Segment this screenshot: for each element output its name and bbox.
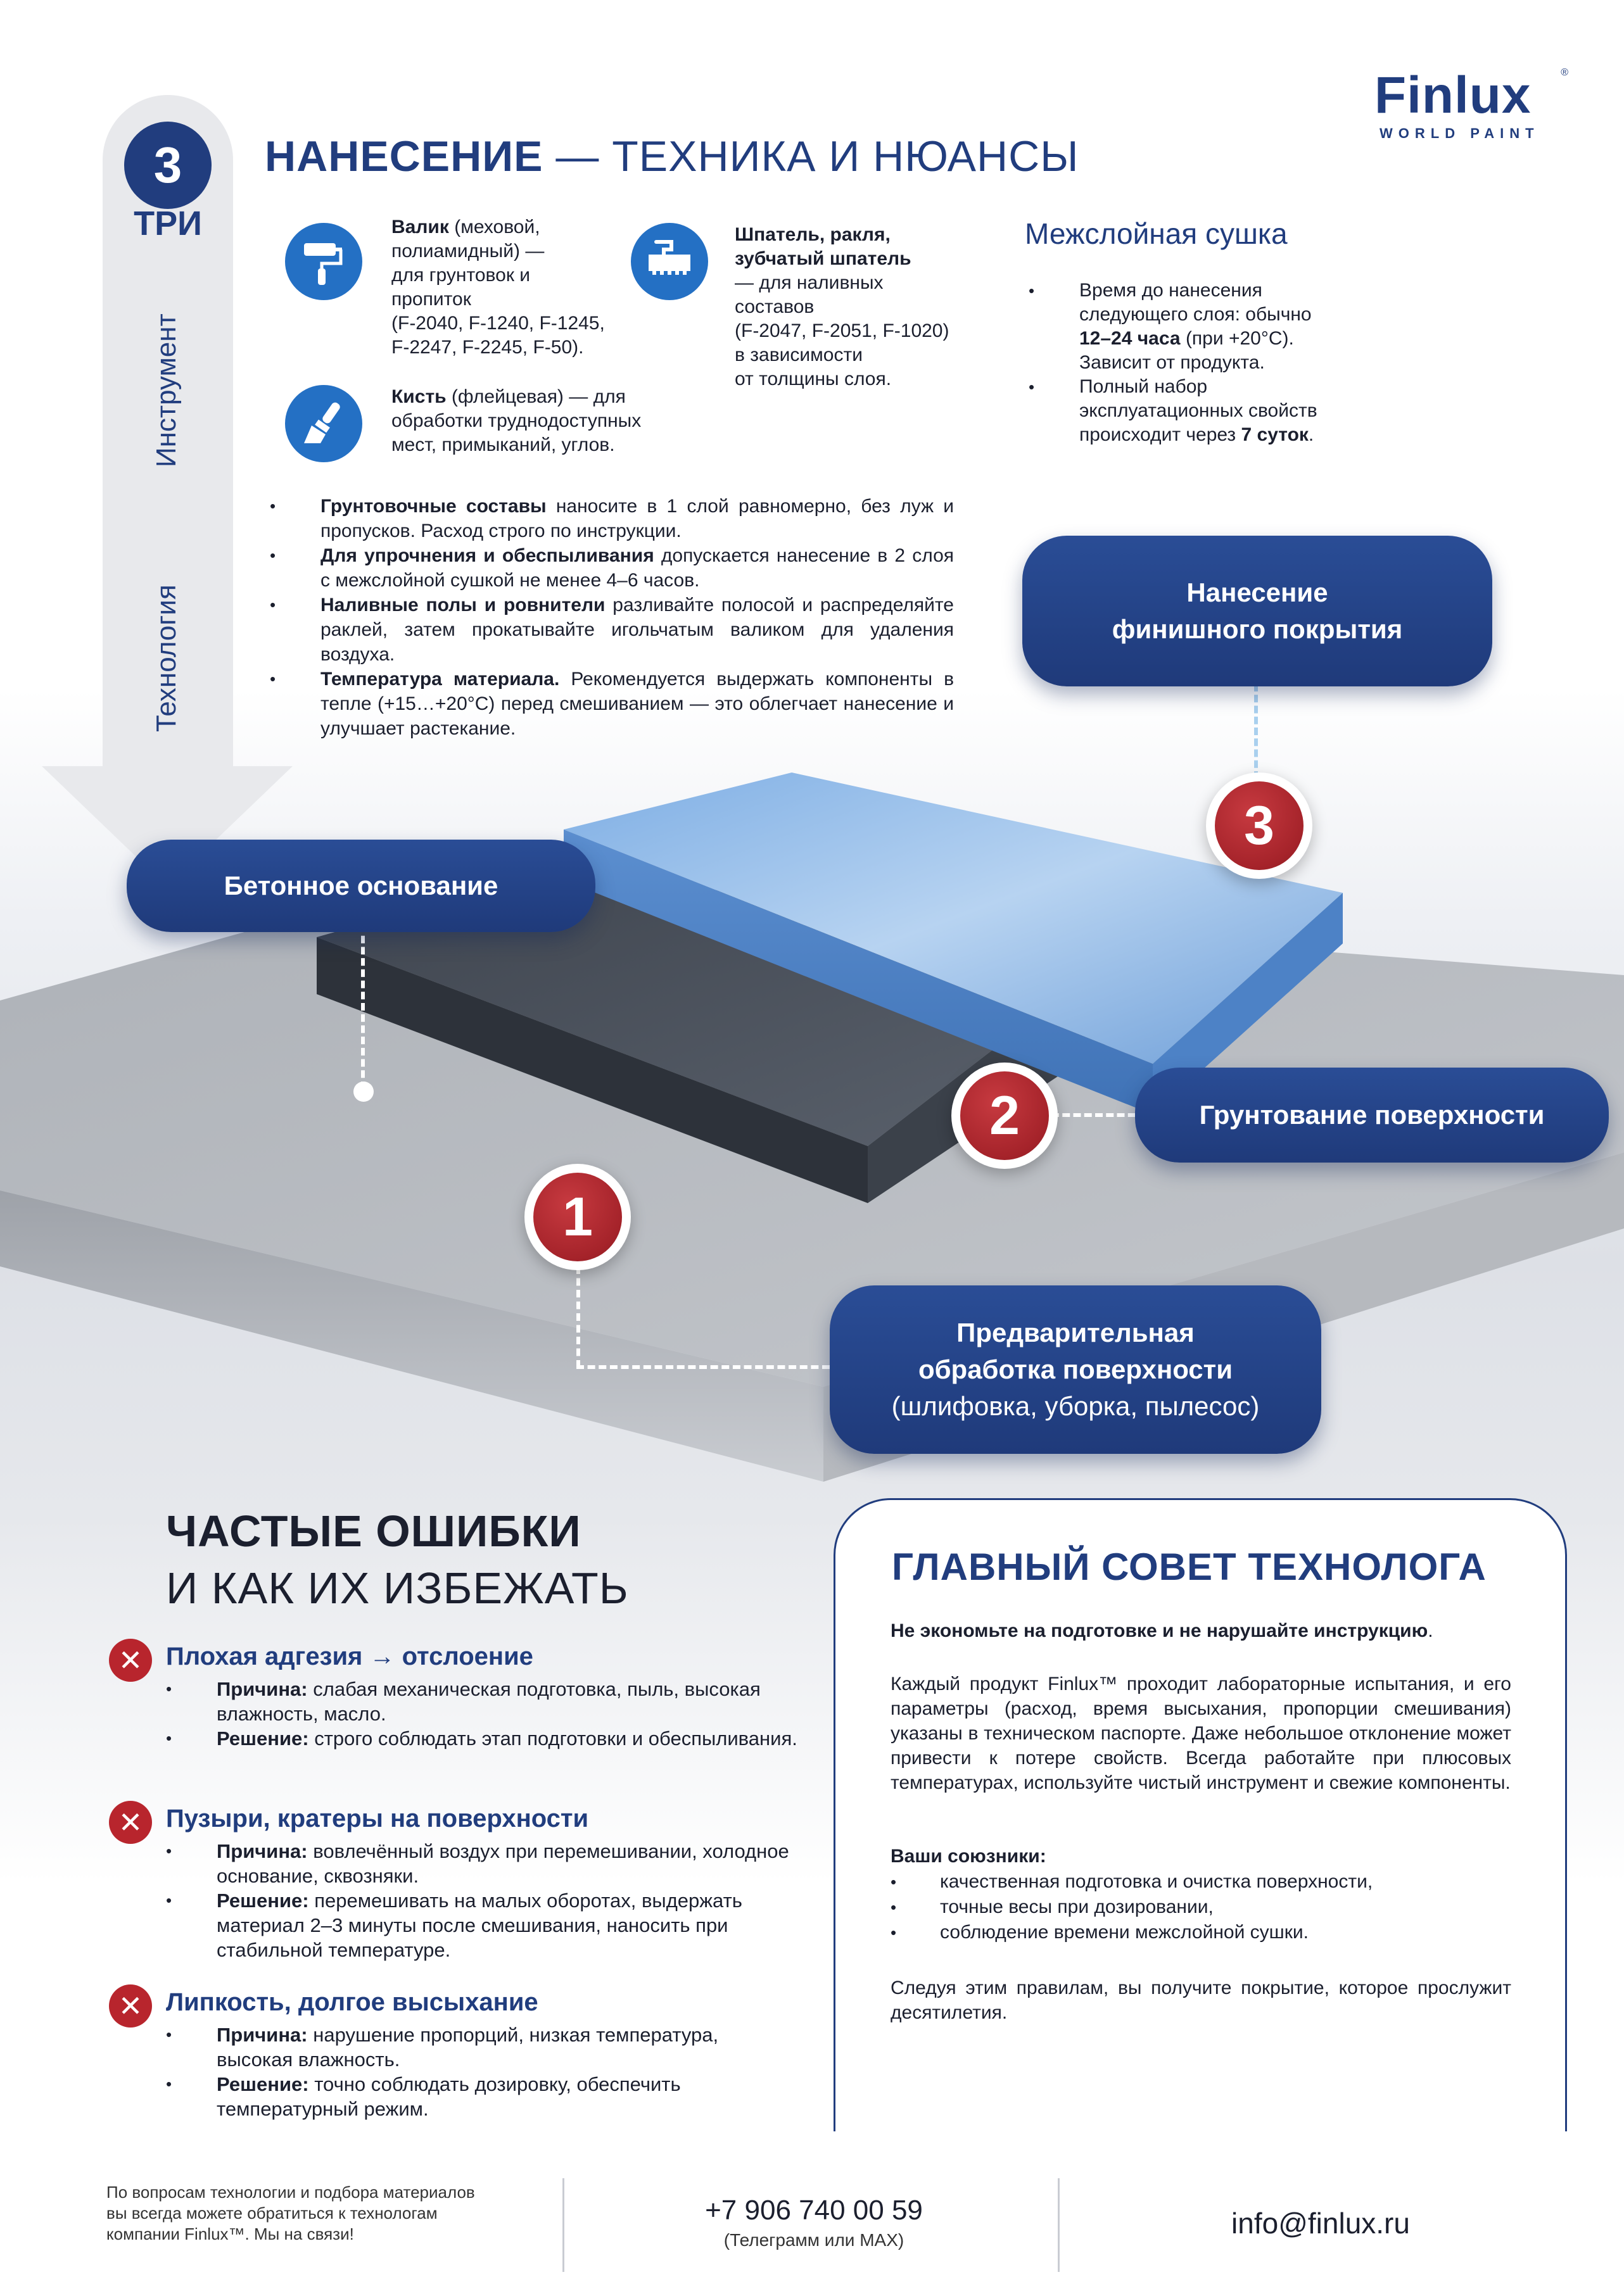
technology-item-bold: Температура материала. [320, 669, 560, 690]
technology-item-text: наносите в 1 слой равномерно, без луж и пропусков. Расход строго по инструкции. [320, 496, 954, 541]
advice-lead-end: . [1428, 1620, 1433, 1641]
footer-divider [1058, 2178, 1060, 2272]
tool-brush-line: мест, примыканий, углов. [391, 434, 615, 455]
label-concrete-base-text: Бетонное основание [224, 871, 498, 900]
mistake-fix-label: Решение: [217, 1889, 309, 1912]
mistake-fix [166, 1888, 799, 1962]
label-concrete-base [127, 840, 595, 932]
mistake-cause [166, 1839, 799, 1888]
mistake-cause-label: Причина: [217, 1840, 308, 1862]
drying-item-text: Время до нанесения следующего слоя: обычно [1079, 280, 1312, 325]
drying-list [1029, 279, 1345, 447]
mistake-details [166, 1839, 799, 1962]
mistake-fix [166, 1726, 799, 1751]
advice-allies-title [891, 1844, 1511, 1869]
mistake-heading: Плохая адгезия → отслоение [166, 1643, 533, 1670]
mistake-fix-text: точно соблюдать дозировку, обеспечить температурный режим. [217, 2073, 681, 2120]
tool-roller-text [391, 215, 670, 360]
error-x-icon: ✕ [109, 1984, 152, 2028]
mistake-details [166, 1677, 799, 1751]
footer-divider [562, 2178, 564, 2272]
label-surface-prep-text [892, 1315, 1260, 1425]
registered-mark: ® [1561, 67, 1568, 78]
layer1-connector-line-v [576, 1266, 580, 1368]
layer2-connector-line [1051, 1113, 1146, 1117]
advice-ally-item: • соблюдение времени межслойной сушки. [891, 1920, 1511, 1945]
technology-item-bold: Грунтовочные составы [320, 496, 547, 517]
drying-item-text: . [1308, 424, 1314, 445]
mistake-cause [166, 2022, 799, 2072]
tool-roller-line: (меховой, [448, 217, 540, 237]
mistake-cause-text: слабая механическая подготовка, пыль, высокая влажность, масло. [217, 1678, 761, 1725]
layer3-connector-line [1254, 684, 1258, 779]
technology-item-text: Рекомендуется выдержать компоненты в тепле (+15…+20°C) перед смешиванием — это облегчает нанесение и улучшает растекание. [320, 669, 955, 739]
technology-item [270, 543, 954, 593]
technology-item [270, 494, 954, 543]
drying-item-text: (при +20°C). Зависит от продукта. [1079, 328, 1294, 373]
advice-lead-bold: Не экономьте на подготовке и не нарушайте инструкцию [891, 1620, 1428, 1641]
advice-body: Каждый продукт Finlux™ проходит лабораторные испытания, и его параметры (расход, время высыхания, пропорции смешивания) указаны в техническом паспорте. Даже небольшое отклонение может привести к потере свойств. Всегда работайте при плюсовых температурах, используйте чистый инструмент и свежие компоненты. [891, 1674, 1511, 1793]
error-x-icon: ✕ [109, 1801, 152, 1844]
mistakes-subtitle: И КАК ИХ ИЗБЕЖАТЬ [166, 1563, 629, 1613]
mistake-cause-text: нарушение пропорций, низкая температура, высокая влажность. [217, 2024, 719, 2071]
advice-allies-title-text: Ваши союзники: [891, 1846, 1046, 1867]
page-title-rest: — ТЕХНИКА И НЮАНСЫ [543, 132, 1079, 180]
layer-number-2-text: 2 [960, 1071, 1049, 1160]
footer-note-line: По вопросам технологии и подбора материалов [106, 2183, 475, 2202]
tool-trowel-line: составов [735, 296, 815, 317]
notched-trowel-icon [631, 223, 708, 300]
step-number-badge: 3 [124, 122, 212, 209]
technology-item-text: разливайте полосой и распределяйте раклей, затем прокатывайте игольчатым валиком для удаления воздуха. [320, 595, 954, 665]
footer-note-line: компании Finlux™. Мы на связи! [106, 2224, 354, 2243]
drying-title: Межслойная сушка [1025, 217, 1288, 250]
footer-email[interactable]: info@finlux.ru [1231, 2207, 1410, 2240]
side-label-technology: Технология [151, 584, 182, 732]
logo-wordmark: Finlux [1374, 66, 1532, 124]
label-surface-prep-sub: (шлифовка, уборка, пылесос) [891, 1391, 1260, 1421]
drying-item [1029, 375, 1345, 447]
mistake-details [166, 2022, 799, 2121]
layer-number-2 [951, 1063, 1058, 1169]
technology-item-bold: Наливные полы и ровнители [320, 595, 606, 615]
label-surface-prep-line: обработка поверхности [918, 1354, 1233, 1384]
drying-item-bold: 7 суток [1241, 424, 1309, 445]
advice-title: ГЛАВНЫЙ СОВЕТ ТЕХНОЛОГА [892, 1546, 1487, 1588]
mistake-cause-text: вовлечённый воздух при перемешивании, холодное основание, сквозняки. [217, 1840, 789, 1887]
footer-phone[interactable]: +7 906 740 00 59 [705, 2195, 923, 2226]
label-finish-coating-line: финишного покрытия [1112, 614, 1403, 644]
paint-roller-glyph [298, 236, 350, 287]
drying-item-text: Полный набор эксплуатационных свойств происходит через [1079, 376, 1317, 445]
footer-phone-note: (Телеграмм или MAX) [723, 2230, 904, 2250]
tool-brush-name: Кисть [391, 386, 447, 407]
notched-trowel-glyph [644, 236, 695, 287]
tool-trowel-line: в зависимости [735, 344, 863, 365]
label-finish-coating-line: Нанесение [1186, 577, 1328, 607]
technology-item-text: допускается нанесение в 2 слоя с межслойной сушкой не менее 4–6 часов. [320, 545, 954, 591]
advice-card [834, 1498, 1567, 2131]
step-number-word: ТРИ [134, 205, 202, 243]
tool-roller-line: полиамидный) — [391, 241, 545, 262]
advice-ally-item: • точные весы при дозировании, [891, 1895, 1511, 1920]
mistake-fix-text: перемешивать на малых оборотах, выдержать материал 2–3 минуты после смешивания, наносить при стабильной температуре. [217, 1889, 742, 1961]
label-priming [1135, 1068, 1609, 1163]
footer-note-line: вы всегда можете обратиться к технологам [106, 2204, 438, 2223]
tool-trowel-name: зубчатый шпатель [735, 248, 911, 269]
mistake-cause-label: Причина: [217, 1678, 308, 1700]
footer-note [106, 2182, 550, 2245]
label-finish-coating-text [1112, 574, 1403, 648]
tool-trowel-line: — для наливных [735, 272, 884, 293]
mistake-fix-label: Решение: [217, 1727, 309, 1750]
tool-trowel-line: от толщины слоя. [735, 369, 892, 389]
advice-lead [891, 1618, 1511, 1643]
layer-number-1-text: 1 [533, 1173, 622, 1261]
side-label-tool: Инструмент [151, 313, 182, 467]
layer-number-3 [1206, 773, 1312, 879]
advice-closing: Следуя этим правилам, вы получите покрытие, которое прослужит десятилетия. [891, 1977, 1511, 2023]
tool-brush-text [391, 385, 721, 457]
tool-brush-line: обработки труднодоступных [391, 410, 642, 431]
mistake-heading: Липкость, долгое высыхание [166, 1988, 538, 2016]
paint-roller-icon [285, 223, 362, 300]
mistake-heading: Пузыри, кратеры на поверхности [166, 1805, 589, 1832]
tool-roller-line: F-2247, F-2245, F-50). [391, 337, 584, 358]
page-title-bold: НАНЕСЕНИЕ [265, 132, 543, 180]
tool-trowel-line: (F-2047, F-2051, F-1020) [735, 320, 949, 341]
paint-brush-icon [285, 385, 362, 462]
mistake-fix-label: Решение: [217, 2073, 309, 2095]
base-connector-line [361, 924, 365, 1089]
tool-trowel-name: Шпатель, ракля, [735, 224, 891, 245]
label-surface-prep-line: Предварительная [956, 1318, 1195, 1347]
tool-roller-name: Валик [391, 217, 449, 237]
mistake-fix [166, 2072, 799, 2121]
mistakes-title: ЧАСТЫЕ ОШИБКИ [166, 1506, 581, 1556]
layer-number-3-text: 3 [1215, 781, 1304, 870]
paint-brush-glyph [298, 398, 350, 450]
layer-number-1 [524, 1164, 631, 1270]
label-finish-coating [1022, 536, 1492, 686]
page-title [265, 132, 1079, 181]
advice-allies-list [891, 1869, 1511, 1945]
logo-tagline: WORLD PAINT [1380, 125, 1540, 141]
drying-item-bold: 12–24 часа [1079, 328, 1181, 349]
advice-ally-item: • качественная подготовка и очистка поверхности, [891, 1869, 1511, 1895]
technology-item [270, 667, 954, 741]
mistake-fix-text: строго соблюдать этап подготовки и обеспыливания. [314, 1727, 797, 1750]
drying-item [1029, 279, 1345, 375]
tool-trowel-text [735, 223, 988, 391]
technology-item [270, 593, 954, 667]
technology-list [270, 494, 954, 741]
label-surface-prep [830, 1285, 1321, 1454]
finlux-logo[interactable] [1374, 66, 1577, 146]
label-priming-text: Грунтование поверхности [1199, 1100, 1545, 1130]
mistake-cause-label: Причина: [217, 2024, 308, 2046]
technology-item-bold: Для упрочнения и обеспыливания [320, 545, 654, 566]
layer1-connector-line-h [576, 1365, 830, 1369]
tool-brush-line: (флейцевая) — для [446, 386, 626, 407]
mistake-cause [166, 1677, 799, 1726]
tool-roller-line: для грунтовок и [391, 265, 531, 286]
tool-roller-line: (F-2040, F-1240, F-1245, [391, 313, 605, 334]
error-x-icon: ✕ [109, 1639, 152, 1682]
base-connector-dot [353, 1082, 374, 1102]
tool-roller-line: пропиток [391, 289, 471, 310]
